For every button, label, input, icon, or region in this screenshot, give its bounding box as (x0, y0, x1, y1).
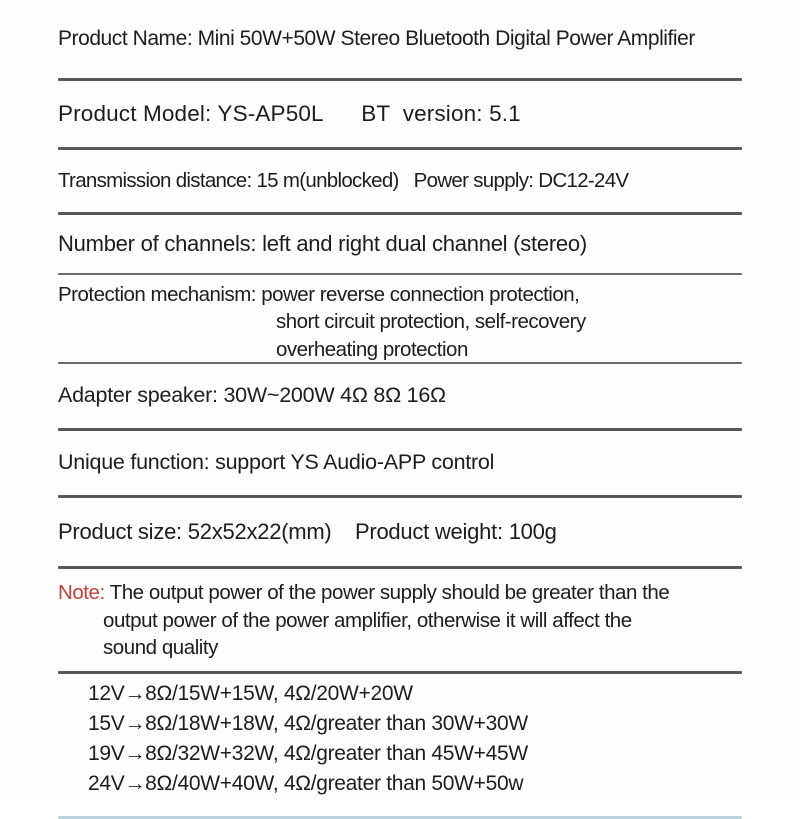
product-size-text: Product size: 52x52x22(mm) Product weight: 100g (58, 519, 557, 545)
transmission-distance-text: Transmission distance: 15 m(unblocked) Power supply: DC12-24V (58, 168, 629, 192)
power-table-line: 12V→8Ω/15W+15W, 4Ω/20W+20W (88, 682, 413, 706)
protection-mechanism-line-2: short circuit protection, self-recovery (276, 310, 586, 334)
power-table-line: 15V→8Ω/18W+18W, 4Ω/greater than 30W+30W (88, 712, 528, 736)
spec-row-power-output-table (0, 674, 800, 804)
note-line-1: The output power of the power supply should be greater than the (104, 581, 670, 604)
product-model-text: Product Model: YS-AP50L BT version: 5.1 (58, 100, 521, 126)
spec-row-product-name (0, 0, 800, 78)
adapter-speaker-text: Adapter speaker: 30W~200W 4Ω 8Ω 16Ω (58, 383, 446, 408)
number-of-channels-text: Number of channels: left and right dual channel (stereo) (58, 231, 587, 257)
spec-row-protection-mechanism (0, 275, 800, 362)
spec-row-adapter-speaker (0, 364, 800, 428)
spec-row-unique-function (0, 431, 800, 495)
protection-mechanism-line-3: overheating protection (276, 337, 468, 361)
power-table-line: 24V→8Ω/40W+40W, 4Ω/greater than 50W+50w (88, 771, 524, 795)
note-label: Note: (58, 581, 105, 604)
spec-row-note (0, 569, 800, 671)
unique-function-text: Unique function: support YS Audio-APP control (58, 450, 495, 475)
spec-row-number-of-channels (0, 215, 800, 273)
bottom-spacer (0, 804, 800, 816)
spec-row-product-size (0, 498, 800, 566)
note-first-line (58, 579, 742, 607)
spec-row-product-model (0, 81, 800, 147)
note-line-2: output power of the power amplifier, otherwise it will affect the (103, 608, 632, 632)
power-table-line: 19V→8Ω/32W+32W, 4Ω/greater than 45W+45W (88, 742, 528, 765)
product-name-text: Product Name: Mini 50W+50W Stereo Bluetooth Digital Power Amplifier (58, 26, 695, 50)
spec-row-transmission-distance (0, 150, 800, 212)
note-line-3: sound quality (103, 636, 218, 660)
protection-mechanism-line-1: Protection mechanism: power reverse connection protection, (58, 283, 580, 306)
